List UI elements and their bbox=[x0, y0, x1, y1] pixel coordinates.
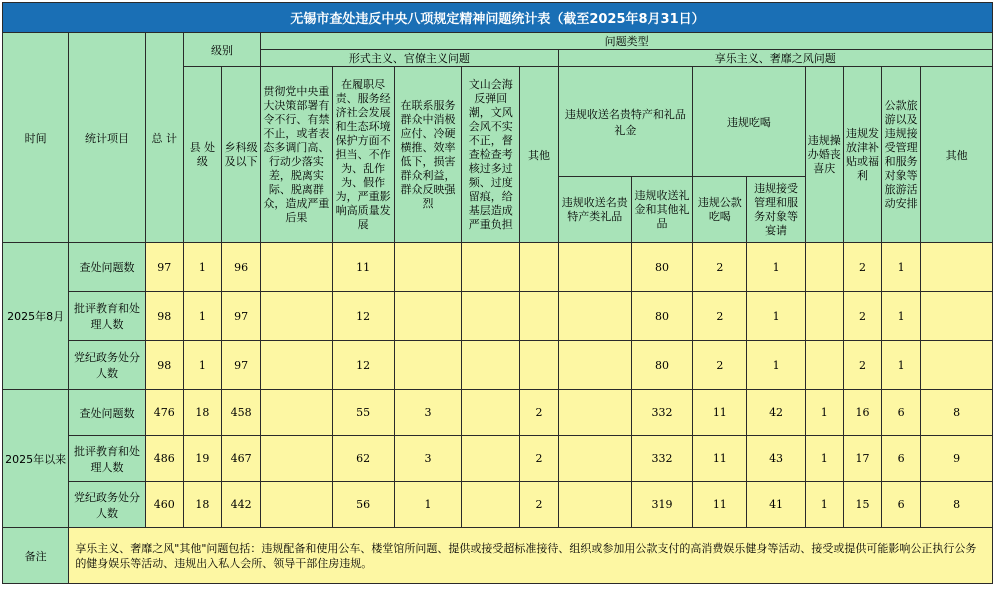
cell: 460 bbox=[145, 482, 183, 528]
cell: 97 bbox=[222, 341, 261, 390]
header-travel: 公款旅游以及违规接受管理和服务对象等旅游活动安排 bbox=[882, 67, 921, 243]
cell bbox=[558, 243, 631, 292]
cell bbox=[558, 436, 631, 482]
table-row bbox=[3, 341, 993, 390]
note-text: 享乐主义、奢靡之风"其他"问题包括：违规配备和使用公车、楼堂馆所问题、提供或接受超标准接待、组织或参加用公款支付的高消费娱乐健身等活动、接受或提供可能影响公正执行公务的健身娱乐等活动、违规出入私人会所、领导干部住房违规。 bbox=[69, 528, 993, 584]
header-hedonism: 享乐主义、奢靡之风问题 bbox=[558, 50, 992, 67]
cell: 3 bbox=[394, 390, 461, 436]
cell bbox=[558, 390, 631, 436]
cell: 1 bbox=[747, 243, 805, 292]
header-county-level: 县 处级 bbox=[183, 67, 221, 243]
row-item: 党纪政务处分人数 bbox=[69, 482, 145, 528]
cell bbox=[558, 292, 631, 341]
row-item: 党纪政务处分人数 bbox=[69, 341, 145, 390]
row-item: 查处问题数 bbox=[69, 243, 145, 292]
cell bbox=[394, 341, 461, 390]
cell: 1 bbox=[805, 436, 843, 482]
note-label: 备注 bbox=[3, 528, 69, 584]
cell: 332 bbox=[631, 436, 692, 482]
cell bbox=[462, 243, 520, 292]
cell: 11 bbox=[693, 436, 747, 482]
cell: 18 bbox=[183, 482, 221, 528]
cell: 97 bbox=[145, 243, 183, 292]
table-row bbox=[3, 292, 993, 341]
cell bbox=[921, 341, 993, 390]
cell: 6 bbox=[882, 482, 921, 528]
cell bbox=[462, 390, 520, 436]
cell: 1 bbox=[805, 482, 843, 528]
cell: 18 bbox=[183, 390, 221, 436]
cell bbox=[462, 436, 520, 482]
cell bbox=[921, 292, 993, 341]
cell: 1 bbox=[183, 243, 221, 292]
header-f5-other: 其他 bbox=[520, 67, 558, 243]
cell bbox=[462, 292, 520, 341]
header-gift-specialty: 违规收送名贵特产类礼品 bbox=[558, 177, 631, 243]
cell: 42 bbox=[747, 390, 805, 436]
cell bbox=[394, 243, 461, 292]
table-row bbox=[3, 436, 993, 482]
group-time: 2025年8月 bbox=[3, 243, 69, 390]
cell: 2 bbox=[693, 341, 747, 390]
cell: 11 bbox=[693, 482, 747, 528]
cell: 80 bbox=[631, 292, 692, 341]
header-f2: 在履职尽责、服务经济社会发展和生态环境保护方面不担当、不作为、乱作为、假作为，严重影响高质量发展 bbox=[332, 67, 394, 243]
cell: 8 bbox=[921, 482, 993, 528]
cell: 1 bbox=[183, 341, 221, 390]
header-item: 统计项目 bbox=[69, 33, 145, 243]
cell bbox=[261, 390, 332, 436]
header-problem-type: 问题类型 bbox=[261, 33, 993, 50]
cell: 2 bbox=[843, 243, 881, 292]
cell: 2 bbox=[693, 243, 747, 292]
cell: 2 bbox=[843, 341, 881, 390]
cell: 11 bbox=[693, 390, 747, 436]
cell bbox=[462, 341, 520, 390]
cell: 1 bbox=[805, 390, 843, 436]
cell bbox=[805, 341, 843, 390]
cell bbox=[558, 341, 631, 390]
cell: 11 bbox=[332, 243, 394, 292]
cell: 2 bbox=[843, 292, 881, 341]
header-eat-banquet: 违规接受管理和服务对象等宴请 bbox=[747, 177, 805, 243]
header-gift: 违规收送名贵特产和礼品礼金 bbox=[558, 67, 693, 177]
cell bbox=[261, 436, 332, 482]
header-eat: 违规吃喝 bbox=[693, 67, 806, 177]
cell bbox=[520, 341, 558, 390]
header-formalism: 形式主义、官僚主义问题 bbox=[261, 50, 558, 67]
cell: 467 bbox=[222, 436, 261, 482]
cell: 6 bbox=[882, 390, 921, 436]
header-f1: 贯彻党中央重大决策部署有令不行、有禁不止，或者表态多调门高、行动少落实差，脱离实际、脱离群众，造成严重后果 bbox=[261, 67, 332, 243]
header-h-other: 其他 bbox=[921, 67, 993, 243]
cell bbox=[558, 482, 631, 528]
row-item: 批评教育和处理人数 bbox=[69, 436, 145, 482]
cell: 1 bbox=[747, 292, 805, 341]
table-row bbox=[3, 243, 993, 292]
cell: 1 bbox=[394, 482, 461, 528]
cell: 486 bbox=[145, 436, 183, 482]
cell: 15 bbox=[843, 482, 881, 528]
cell: 2 bbox=[520, 436, 558, 482]
header-eat-public: 违规公款吃喝 bbox=[693, 177, 747, 243]
row-item: 查处问题数 bbox=[69, 390, 145, 436]
cell: 1 bbox=[747, 341, 805, 390]
header-f4: 文山会海反弹回潮，文风会风不实不正，督查检查考核过多过频、过度留痕，给基层造成严重负担 bbox=[462, 67, 520, 243]
cell bbox=[520, 243, 558, 292]
cell bbox=[261, 482, 332, 528]
header-gift-cash: 违规收送礼金和其他礼品 bbox=[631, 177, 692, 243]
cell: 80 bbox=[631, 341, 692, 390]
cell: 98 bbox=[145, 292, 183, 341]
cell: 56 bbox=[332, 482, 394, 528]
cell bbox=[261, 243, 332, 292]
cell: 458 bbox=[222, 390, 261, 436]
cell: 1 bbox=[882, 341, 921, 390]
cell: 2 bbox=[693, 292, 747, 341]
cell: 98 bbox=[145, 341, 183, 390]
cell: 3 bbox=[394, 436, 461, 482]
cell bbox=[921, 243, 993, 292]
table-row bbox=[3, 482, 993, 528]
cell bbox=[520, 292, 558, 341]
cell: 12 bbox=[332, 292, 394, 341]
header-time: 时间 bbox=[3, 33, 69, 243]
cell: 442 bbox=[222, 482, 261, 528]
cell: 80 bbox=[631, 243, 692, 292]
cell: 19 bbox=[183, 436, 221, 482]
cell: 1 bbox=[183, 292, 221, 341]
cell bbox=[394, 292, 461, 341]
header-wedding: 违规操办婚丧喜庆 bbox=[805, 67, 843, 243]
stats-table-wrapper bbox=[2, 2, 993, 584]
table-row bbox=[3, 390, 993, 436]
header-subsidy: 违规发放津补贴或福利 bbox=[843, 67, 881, 243]
stats-table bbox=[2, 2, 993, 584]
cell: 319 bbox=[631, 482, 692, 528]
cell bbox=[261, 341, 332, 390]
cell bbox=[261, 292, 332, 341]
cell: 6 bbox=[882, 436, 921, 482]
group-time: 2025年以来 bbox=[3, 390, 69, 528]
cell: 43 bbox=[747, 436, 805, 482]
cell: 8 bbox=[921, 390, 993, 436]
header-level: 级别 bbox=[183, 33, 260, 67]
cell: 476 bbox=[145, 390, 183, 436]
cell bbox=[805, 243, 843, 292]
cell: 16 bbox=[843, 390, 881, 436]
cell: 55 bbox=[332, 390, 394, 436]
cell: 1 bbox=[882, 243, 921, 292]
header-f3: 在联系服务群众中消极应付、冷硬横推、效率低下，损害群众利益，群众反映强烈 bbox=[394, 67, 461, 243]
cell: 2 bbox=[520, 482, 558, 528]
cell: 12 bbox=[332, 341, 394, 390]
cell: 332 bbox=[631, 390, 692, 436]
header-township-level: 乡科级及以下 bbox=[222, 67, 261, 243]
cell: 2 bbox=[520, 390, 558, 436]
cell: 9 bbox=[921, 436, 993, 482]
cell: 1 bbox=[882, 292, 921, 341]
cell: 62 bbox=[332, 436, 394, 482]
table-title: 无锡市查处违反中央八项规定精神问题统计表（截至2025年8月31日） bbox=[3, 3, 993, 33]
header-total: 总 计 bbox=[145, 33, 183, 243]
row-item: 批评教育和处理人数 bbox=[69, 292, 145, 341]
cell: 17 bbox=[843, 436, 881, 482]
cell bbox=[805, 292, 843, 341]
cell: 97 bbox=[222, 292, 261, 341]
cell bbox=[462, 482, 520, 528]
cell: 96 bbox=[222, 243, 261, 292]
cell: 41 bbox=[747, 482, 805, 528]
